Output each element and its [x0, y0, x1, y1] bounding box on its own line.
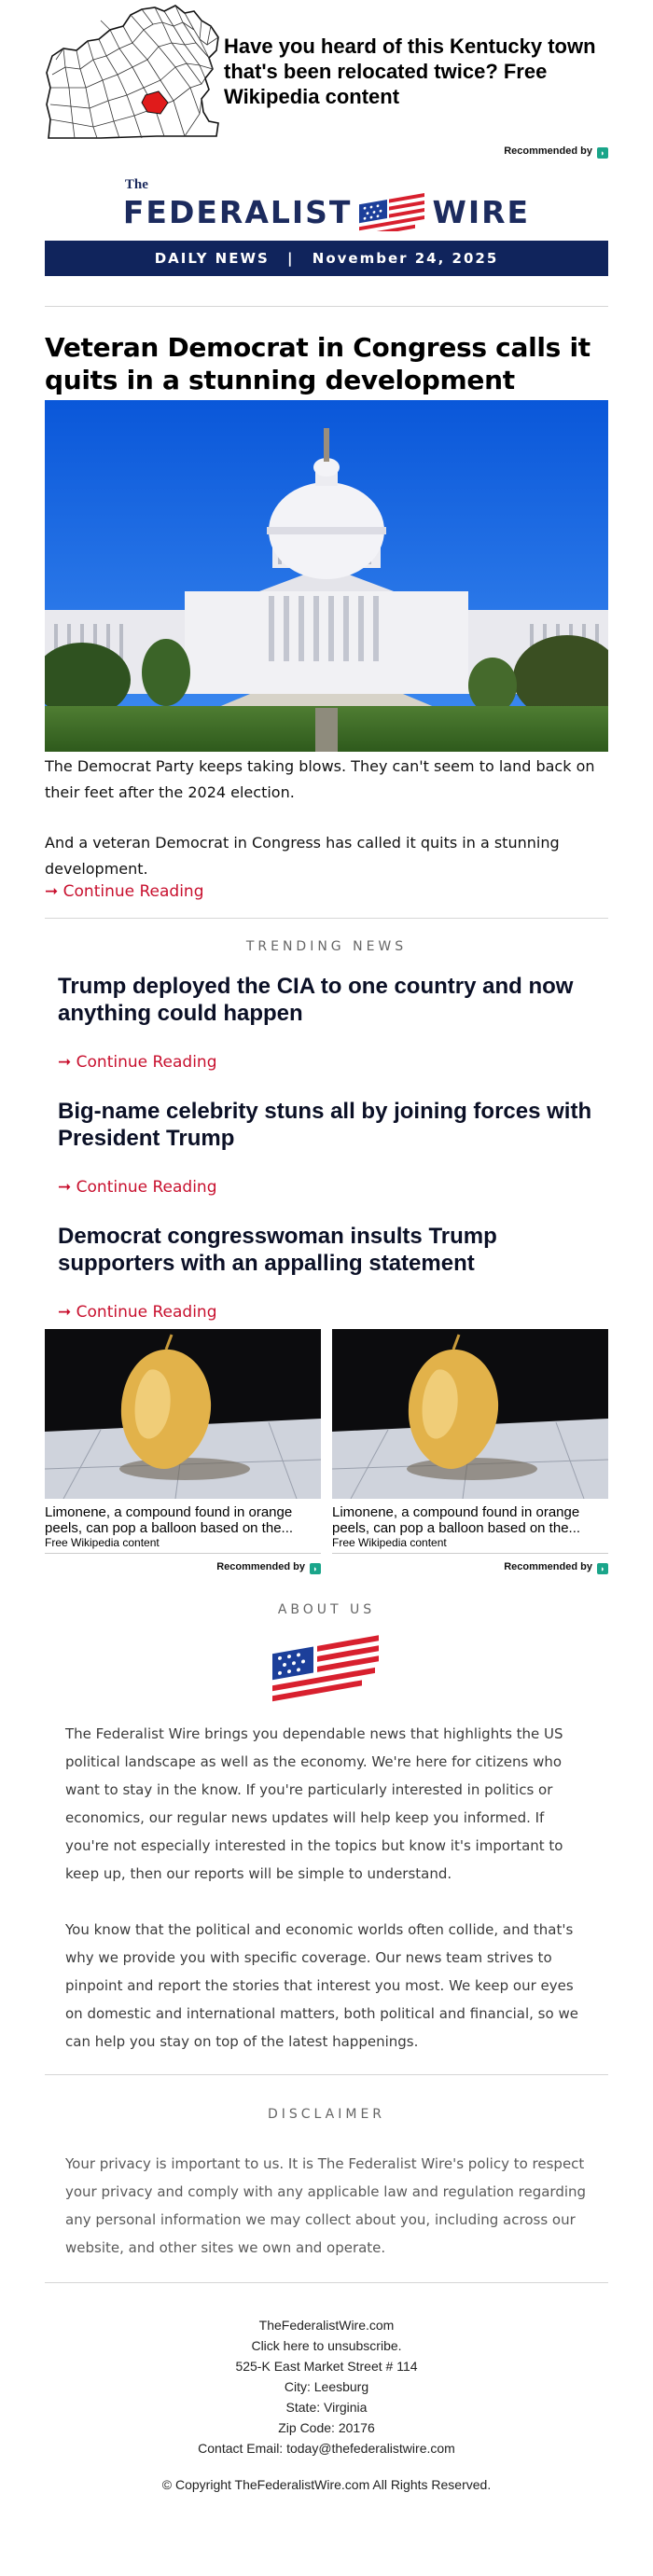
divider — [45, 306, 608, 307]
copyright: © Copyright TheFederalistWire.com All Rights Reserved. — [161, 2477, 492, 2492]
footer-zip: Zip Code: 20176 — [278, 2420, 375, 2435]
continue-reading-link[interactable]: ➞ Continue Reading — [58, 1053, 217, 1072]
sponsored-ad-caption[interactable]: Limonene, a compound found in orange peels, can pop a balloon based on the... — [332, 1504, 581, 1536]
main-story-paragraph: The Democrat Party keeps taking blows. They can't seem to land back on their feet after the 2024 election. — [45, 757, 595, 801]
trending-section-label: TRENDING NEWS — [245, 939, 408, 954]
trending-item[interactable] — [45, 1098, 608, 1152]
disclaimer-paragraph: Your privacy is important to us. It is The Federalist Wire's policy to respect your privacy and comply with any applicable law and regulation regarding any personal information we may collect about you, including across our website, and other sites we own and operate. — [65, 2155, 587, 2256]
trending-item[interactable] — [45, 973, 608, 1027]
footer — [45, 2315, 608, 2458]
sponsored-ad-source: Free Wikipedia content — [45, 1536, 321, 1554]
footer-contact-email[interactable]: Contact Email: today@thefederalistwire.com — [198, 2441, 455, 2456]
trending-headline[interactable]: Democrat congresswoman insults Trump supporters with an appalling statement — [58, 1224, 497, 1276]
about-section-label: ABOUT US — [277, 1602, 376, 1617]
logo-the-text: The — [124, 177, 148, 192]
footer-street: 525-K East Market Street # 114 — [235, 2359, 418, 2374]
sponsored-ads — [45, 1329, 608, 1574]
flag-icon — [269, 1628, 384, 1703]
recommended-by-link[interactable] — [45, 1561, 321, 1574]
sponsored-ad-card[interactable] — [332, 1329, 608, 1574]
date-bar-date: November 24, 2025 — [312, 250, 499, 267]
recommended-by-label: Recommended by — [504, 1561, 592, 1572]
balloon-photo-image[interactable] — [45, 1329, 321, 1499]
recommended-by-label: Recommended by — [216, 1561, 305, 1572]
continue-reading-link[interactable]: ➞ Continue Reading — [58, 1303, 217, 1322]
sponsored-ad-card[interactable] — [45, 1329, 321, 1574]
balloon-photo-image[interactable] — [332, 1329, 608, 1499]
main-story-headline[interactable]: Veteran Democrat in Congress calls it quits in a stunning development — [45, 332, 590, 395]
unsubscribe-link[interactable]: Click here to unsubscribe. — [251, 2338, 402, 2353]
top-ad-title[interactable]: Have you heard of this Kentucky town that's been relocated twice? Free Wikipedia content — [224, 35, 596, 108]
main-story-paragraph: And a veteran Democrat in Congress has called it quits in a stunning development. — [45, 834, 560, 878]
trending-item[interactable] — [45, 1223, 608, 1277]
footer-state: State: Virginia — [285, 2400, 368, 2415]
recommended-by-label: Recommended by — [504, 145, 592, 157]
disclaimer-section-label: DISCLAIMER — [267, 2107, 386, 2122]
trending-headline[interactable]: Trump deployed the CIA to one country and now anything could happen — [58, 974, 574, 1026]
kentucky-map-image[interactable] — [45, 2, 222, 142]
about-paragraph: The Federalist Wire brings you dependable news that highlights the US political landscape as well as the economy. We're here for citizens who want to stay in the know. If you're particularly interested in politics or economics, our regular news updates will help keep you informed. If you're not especially interested in the topics but know it's important to keep up, then our reports will be simple to understand. — [65, 1725, 563, 1882]
recommender-logo-icon: ◗ — [310, 1563, 321, 1574]
logo-word-right: WIRE — [432, 194, 531, 230]
capitol-building-image[interactable] — [45, 400, 608, 752]
divider — [45, 918, 608, 919]
date-bar-separator: | — [287, 250, 295, 267]
divider — [45, 2282, 608, 2283]
top-ad[interactable] — [45, 0, 608, 142]
continue-reading-link[interactable]: ➞ Continue Reading — [58, 1178, 217, 1197]
sponsored-ad-source: Free Wikipedia content — [332, 1536, 608, 1554]
about-paragraph: You know that the political and economic worlds often collide, and that's why we provide you with specific coverage. Our news team strives to pinpoint and report the stories that interest you most. We keep our eyes on domestic and international matters, both political and financial, so we can help you stay on top of the latest happenings. — [65, 1921, 578, 2050]
recommended-by-link[interactable] — [45, 145, 608, 160]
date-bar-label: DAILY NEWS — [154, 250, 270, 267]
footer-city: City: Leesburg — [284, 2379, 369, 2394]
logo-word-left: FEDERALIST — [122, 194, 353, 230]
date-bar — [45, 241, 608, 276]
recommender-logo-icon: ◗ — [597, 1563, 608, 1574]
footer-site-link[interactable]: TheFederalistWire.com — [258, 2318, 395, 2333]
flag-icon — [355, 190, 428, 231]
divider — [45, 2074, 608, 2075]
continue-reading-link[interactable]: ➞ Continue Reading — [45, 882, 204, 901]
site-logo[interactable] — [45, 179, 608, 241]
trending-headline[interactable]: Big-name celebrity stuns all by joining forces with President Trump — [58, 1099, 592, 1151]
sponsored-ad-caption[interactable]: Limonene, a compound found in orange peels, can pop a balloon based on the... — [45, 1504, 294, 1536]
recommended-by-link[interactable] — [332, 1561, 608, 1574]
recommender-logo-icon: ◗ — [597, 147, 608, 159]
